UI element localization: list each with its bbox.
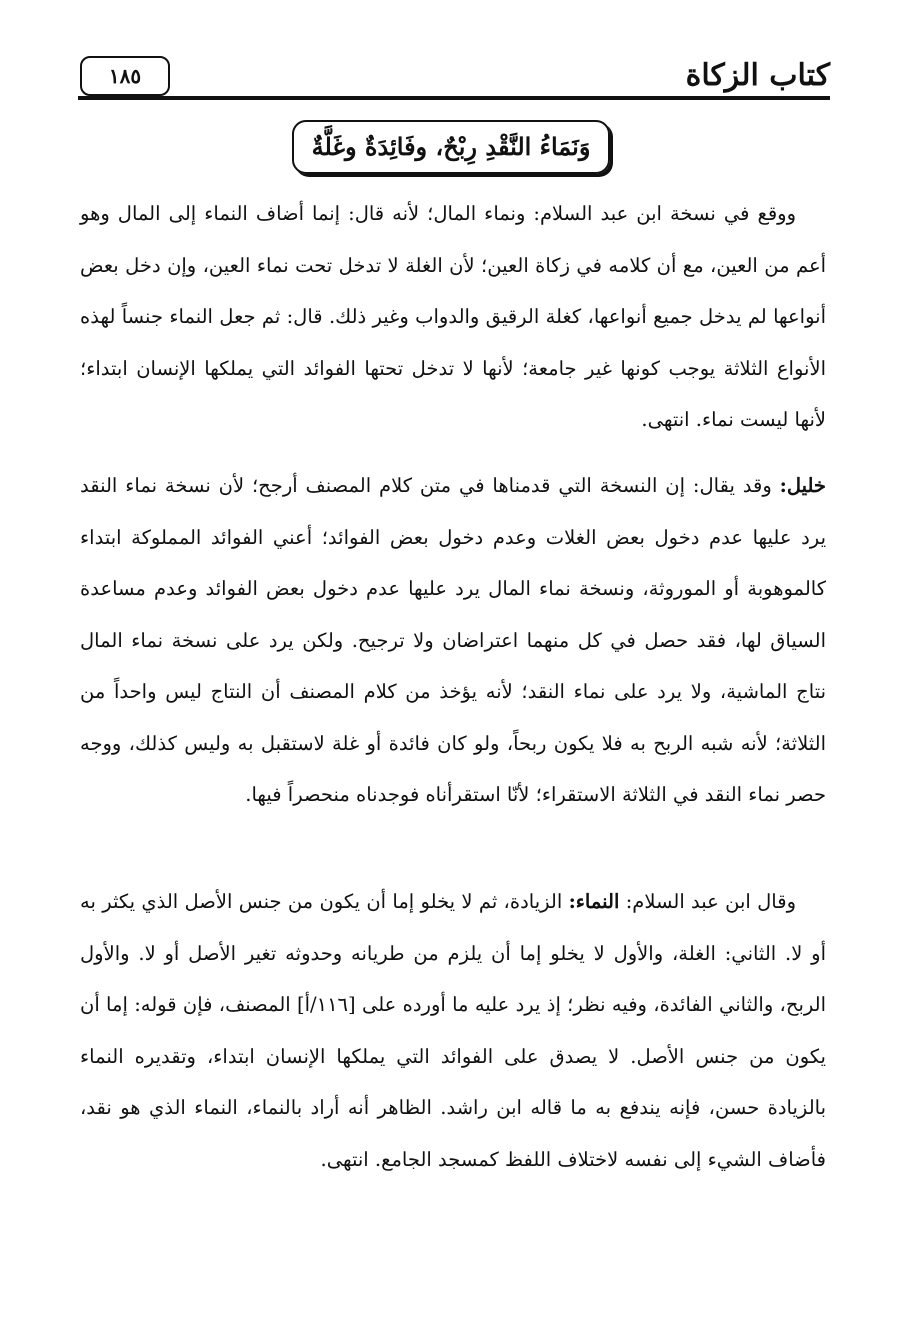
paragraph-3 [80,876,826,1185]
page-number-box: ١٨٥ [80,56,170,96]
section-heading-box [292,120,610,174]
paragraph-2-lead: خليل: [779,474,826,497]
section-heading: وَنَمَاءُ النَّقْدِ رِبْحٌ، وفَائِدَةٌ وغَلَّةٌ [311,132,591,161]
header-rule [78,96,830,100]
book-title: كتاب الزكاة [685,58,830,93]
paragraph-1 [80,188,826,446]
paragraph-3-text [80,876,826,1185]
paragraph-2 [80,460,826,821]
running-header [78,52,830,102]
paragraph-3-intro: وقال ابن عبد السلام: [619,890,796,913]
paragraph-1-text: ووقع في نسخة ابن عبد السلام: ونماء المال؛ لأنه قال: إنما أضاف النماء إلى المال وهو أعم من العين، مع أن كلامه في زكاة العين؛ لأن الغلة لا تدخل تحت نماء العين، وإن دخل بعض أنواعها لم يدخل جميع أنواعها، كغلة الرقيق والدواب وغير ذلك. قال: ثم جعل النماء جنساً لهذه الأنواع الثلاثة يوجب كونها غير جامعة؛ لأنها لا تدخل تحتها الفوائد التي يملكها الإنسان ابتداء؛ لأنها ليست نماء. انتهى. [80,202,826,431]
paragraph-2-text [80,460,826,821]
paragraph-2-body: وقد يقال: إن النسخة التي قدمناها في متن كلام المصنف أرجح؛ لأن نسخة نماء النقد يرد عليها عدم دخول بعض الغلات وعدم دخول بعض الفوائد؛ أعني الفوائد المملوكة ابتداء كالموهوبة أو الموروثة، ونسخة نماء المال يرد عليها عدم دخول بعض الفوائد وعدم مساعدة السياق لها، فقد حصل في كل منهما اعتراضان ولا ترجيح. ولكن يرد على نسخة نماء المال نتاج الماشية، ولا يرد على نماء النقد؛ لأنه يؤخذ من كلام المصنف أن النتاج ليس واحداً من الثلاثة؛ لأنه شبه الربح به فلا يكون ربحاً، ولو كان فائدة أو غلة لاستقبل به وليس كذلك، ووجه حصر نماء النقد في الثلاثة الاستقراء؛ لأنّا استقرأناه فوجدناه منحصراً فيها. [80,474,826,806]
paragraph-3-body: الزيادة، ثم لا يخلو إما أن يكون من جنس الأصل الذي يكثر به أو لا. الثاني: الغلة، والأول لا يخلو إما أن يلزم من طريانه وحدوثه تغير الأصل أو لا. والأول الربح، والثاني الفائدة، وفيه نظر؛ إذ يرد عليه ما أورده على [١١٦/أ] المصنف، فإن قوله: إما أن يكون من جنس الأصل. لا يصدق على الفوائد التي يملكها الإنسان ابتداء، وتقديره النماء بالزيادة حسن، فإنه يندفع به ما قاله ابن راشد. الظاهر أنه أراد بالنماء، النماء الذي هو نقد، فأضاف الشيء إلى نفسه لاختلاف اللفظ كمسجد الجامع. انتهى. [80,890,826,1171]
paragraph-3-lead: النماء: [568,890,620,913]
